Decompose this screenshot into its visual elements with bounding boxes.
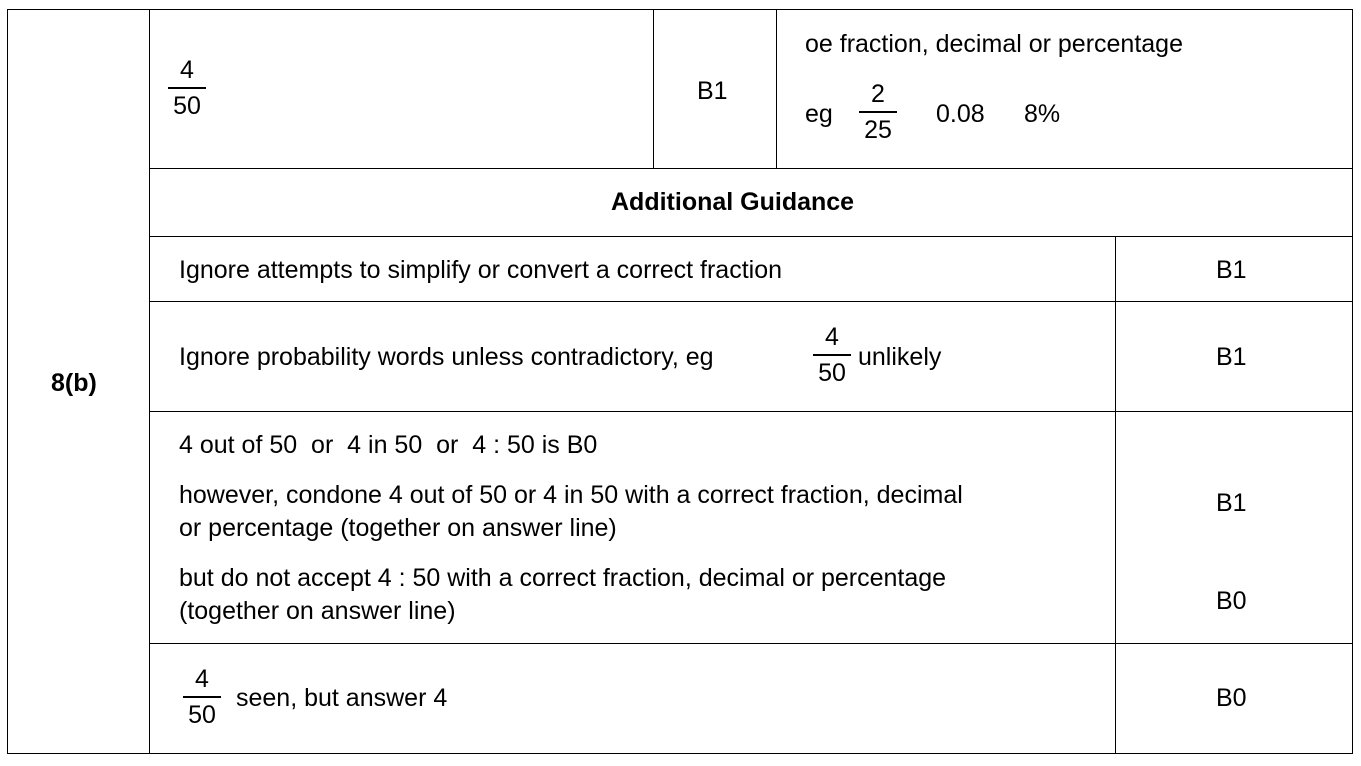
row-divider-5: [149, 643, 1353, 644]
fraction-bar: [183, 696, 221, 698]
comments-frac-denominator: 25: [864, 116, 892, 144]
guidance-row-3-line2: however, condone 4 out of 50 or 4 in 50 with a correct fraction, decimal: [179, 481, 963, 509]
comments-fraction: [859, 82, 897, 143]
answer-mark-divider: [653, 9, 654, 169]
guidance-row-4-mark: B0: [1216, 684, 1247, 712]
guidance-row-1-text: Ignore attempts to simplify or convert a correct fraction: [179, 256, 783, 284]
guidance-row-3-line4: but do not accept 4 : 50 with a correct fraction, decimal or percentage: [179, 564, 947, 592]
guidance-row-3-mark-a: B1: [1216, 489, 1247, 517]
guidance-mark-divider: [1115, 236, 1116, 754]
table-border-left: [7, 9, 8, 754]
table-border-top: [7, 9, 1353, 10]
comments-eg: eg: [805, 100, 833, 128]
guidance-row-2-denominator: 50: [818, 359, 846, 387]
table-border-bottom: [7, 753, 1353, 754]
guidance-row-2-numerator: 4: [825, 323, 839, 351]
row-divider-3: [149, 301, 1353, 302]
answer-fraction: [168, 58, 206, 119]
guidance-heading: Additional Guidance: [611, 188, 855, 216]
guidance-row-3-line3: or percentage (together on answer line): [179, 514, 617, 542]
guidance-row-1-mark: B1: [1216, 256, 1247, 284]
guidance-row-4-fraction: [183, 667, 221, 728]
guidance-row-4-text: seen, but answer 4: [236, 684, 448, 712]
answer-numerator: 4: [180, 56, 194, 84]
answer-denominator: 50: [173, 92, 201, 120]
row-divider-1: [149, 168, 1353, 169]
row-divider-4: [149, 411, 1353, 412]
row-divider-2: [149, 236, 1353, 237]
guidance-row-3-mark-b: B0: [1216, 587, 1247, 615]
question-number: 8(b): [51, 369, 97, 397]
comments-decimal: 0.08: [936, 100, 985, 128]
fraction-bar: [813, 354, 851, 356]
comments-frac-numerator: 2: [871, 80, 885, 108]
guidance-row-2-fraction: [813, 325, 851, 386]
guidance-row-2-text-after: unlikely: [858, 343, 942, 371]
mark-comments-divider: [776, 9, 777, 169]
guidance-row-3-line5: (together on answer line): [179, 597, 456, 625]
guidance-row-2-mark: B1: [1216, 343, 1247, 371]
guidance-row-3-line1: 4 out of 50 or 4 in 50 or 4 : 50 is B0: [179, 431, 598, 459]
comments-percent: 8%: [1024, 100, 1061, 128]
fraction-bar: [168, 87, 206, 89]
guidance-row-4-denominator: 50: [188, 701, 216, 729]
guidance-row-2-text: Ignore probability words unless contradictory, eg: [179, 343, 714, 371]
comments-line1: oe fraction, decimal or percentage: [805, 30, 1183, 58]
answer-mark: B1: [697, 77, 728, 105]
guidance-row-4-numerator: 4: [195, 665, 209, 693]
fraction-bar: [859, 111, 897, 113]
